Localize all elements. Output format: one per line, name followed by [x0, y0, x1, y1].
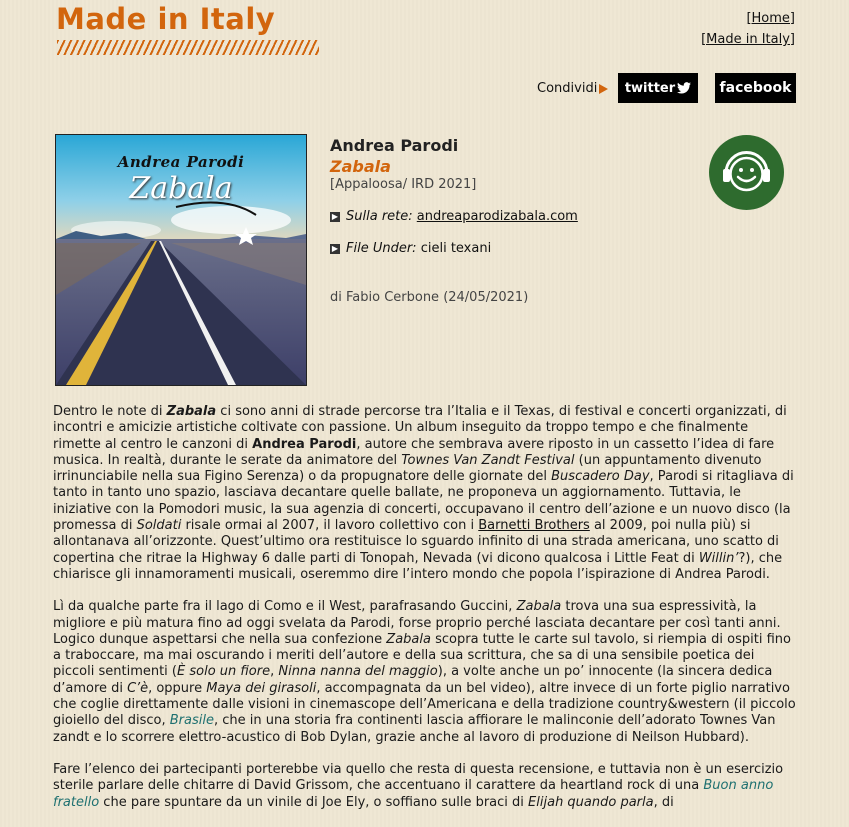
headphone-smiley-icon: [709, 135, 784, 210]
buon-anno-fratello-link[interactable]: Buon anno fratello: [53, 778, 774, 810]
artist-name: Andrea Parodi: [330, 136, 459, 155]
paragraph-2: Lì da qualche parte fra il lago di Como e il West, parafrasando Guccini, Zabala trova una sua espressività, la migliore e più matura fino ad oggi svelata da Parodi, forse proprio perché lasciata decantare per così tanti anni. Logico dunque aspettarsi che nella sua confezione Zabala scopra tutte le carte sul tavolo, si riempia di ospiti fino a traboccare, ma mai oscurando i meriti dell’autore e della sua scrittura, che sa di una sensibile poetica dei piccoli sentimenti (È solo un fiore, Ninna nanna del maggio), a volte anche un po’ innocente (la sincera dedica d’amore di C’è, oppure Maya dei girasoli, accompagnata da un bel video), altre invece di un forte piglio narrativo che coglie direttamente dalle visioni in cinemascope dell’Americana e della tradizione country&western (il piccolo gioiello del disco, Brasile, che in una storia fra continenti lascia affiorare le malinconie dell’adorato Townes Van zandt e lo scorrere elettro-acustico di Bob Dylan, grazie anche al lavoro di produzione di Neilson Hubbard).: [53, 599, 796, 745]
barnetti-brothers-link[interactable]: Barnetti Brothers: [478, 518, 590, 534]
twitter-button[interactable]: [618, 73, 698, 103]
album-label: [Appaloosa/ IRD 2021]: [330, 177, 477, 192]
bullet-icon: ▶: [331, 211, 339, 221]
website-link[interactable]: andreaparodizabala.com: [416, 209, 578, 224]
home-link[interactable]: [Home]: [746, 11, 795, 26]
twitter-bird-icon: [677, 82, 691, 94]
file-under-value: cieli texani: [420, 241, 492, 256]
brasile-track-link[interactable]: Brasile: [169, 713, 214, 729]
share-arrow-icon: [599, 84, 608, 94]
file-under-label: File Under:: [346, 241, 417, 256]
album-cover: [55, 134, 307, 386]
bullet-icon: ▶: [331, 243, 339, 253]
cover-title-text: Zabala: [129, 171, 233, 206]
review-author: di Fabio Cerbone (24/05/2021): [330, 290, 529, 305]
cover-artist-text: Andrea Parodi: [117, 153, 245, 171]
facebook-button[interactable]: facebook: [715, 73, 796, 103]
review-body: [53, 404, 797, 827]
logo-stripes-decoration: [57, 40, 319, 55]
web-label: Sulla rete:: [346, 209, 413, 224]
album-title: Zabala: [330, 157, 391, 176]
paragraph-1: Dentro le note di Zabala ci sono anni di strade percorse tra l’Italia e il Texas, di festival e concerti organizzati, di incontri e amicizie artistiche coltivate con passione. Un album inseguito da troppo tempo e che finalmente rimette al centro le canzoni di Andrea Parodi, autore che sembrava avere riposto in un cassetto l’idea di fare musica. In realtà, durante le serate da animatore del Townes Van Zandt Festival (un appuntamento divenuto irrinunciabile nella sua Figino Serenza) o da propugnatore delle giornate del Buscadero Day, Parodi si ritagliava di tanto in tanto uno spazio, lasciava decantare quelle ballate, ne proponeva un aggiornamento. Tuttavia, le iniziative con la Pomodori music, la sua agenzia di concerti, occupavano il centro dell’azione e un nuovo disco (la promessa di Soldati risale ormai al 2007, il lavoro collettivo con i Barnetti Brothers al 2009, poi nulla più) si allontanava all’orizzonte. Quest’ultimo ora restituisce lo sguardo infinito di una strada americana, uno scatto di copertina che ritrae la Highway 6 dalle parti di Tonopah, Nevada (vi dicono qualcosa i Little Feat di Willin’?), che chiarisce gli innamoramenti musicali, oseremmo dire l’intero mondo che popola l’ispirazione di Andrea Parodi.: [53, 404, 794, 582]
paragraph-3: Fare l’elenco dei partecipanti porterebbe via quello che resta di questa recensione, e tuttavia non è un esercizio sterile parlare delle chitarre di David Grissom, che accentuano il carattere da heartland rock di una Buon anno fratello che pare spuntare da un vinile di Joe Ely, o soffiano sulle braci di Elijah quando parla, di: [53, 761, 784, 810]
top-nav: [701, 8, 795, 50]
headphone-smiley-badge: [709, 135, 784, 210]
file-under-row: [330, 241, 491, 256]
made-in-italy-link[interactable]: [Made in Italy]: [701, 32, 795, 47]
site-logo[interactable]: Made in Italy: [56, 2, 276, 36]
share-label: Condividi: [537, 81, 598, 96]
web-row: [330, 209, 578, 224]
twitter-label: twitter: [624, 80, 676, 96]
